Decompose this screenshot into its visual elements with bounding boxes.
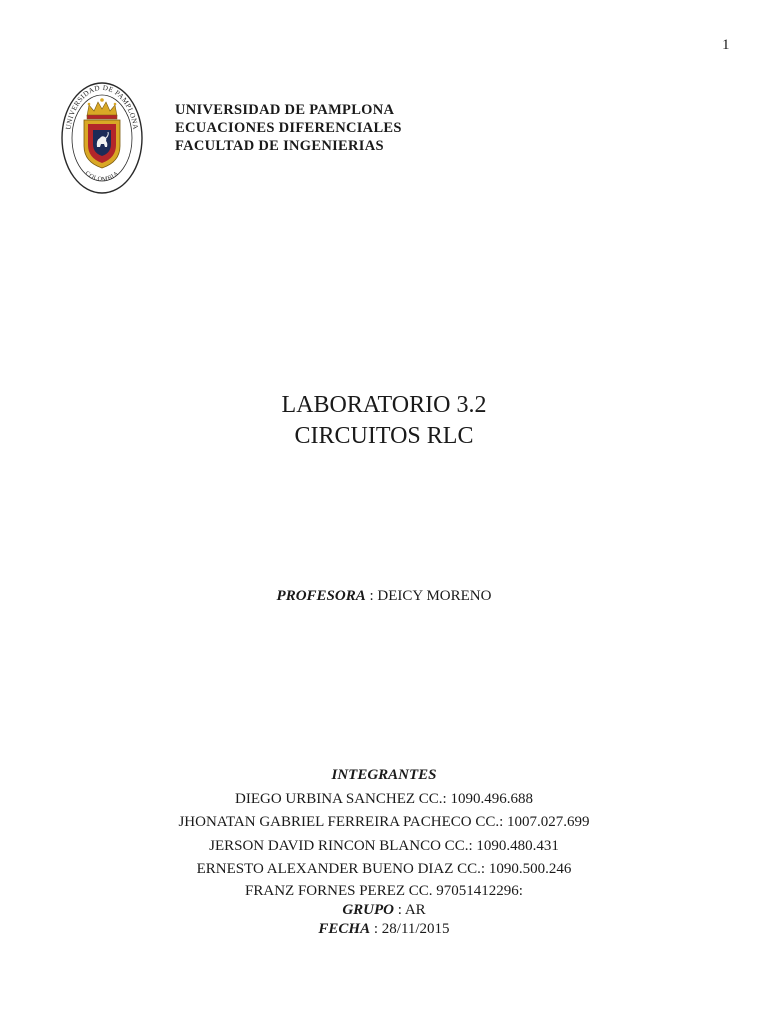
group-value: AR xyxy=(404,901,426,918)
member-item: JERSON DAVID RINCON BLANCO CC.: 1090.480.431 xyxy=(209,837,559,854)
institution-header xyxy=(175,101,402,155)
title-line-2: CIRCUITOS RLC xyxy=(294,423,474,449)
date-value: 28/11/2015 xyxy=(381,920,450,937)
date-separator: : xyxy=(370,920,382,937)
member-item: ERNESTO ALEXANDER BUENO DIAZ CC.: 1090.500.246 xyxy=(196,861,572,877)
member-item: DIEGO URBINA SANCHEZ CC.: 1090.496.688 xyxy=(235,790,533,807)
date-label: FECHA xyxy=(318,920,371,937)
member-item: FRANZ FORNES PEREZ CC. 97051412296: xyxy=(245,882,523,899)
member-item: JHONATAN GABRIEL FERREIRA PACHECO CC.: 1007.027.699 xyxy=(178,814,590,830)
professor-line xyxy=(0,588,768,605)
university-seal-logo xyxy=(60,80,144,196)
professor-name: DEICY MORENO xyxy=(377,588,492,604)
members-section xyxy=(0,764,768,939)
svg-text:COLOMBIA: COLOMBIA xyxy=(83,169,121,184)
svg-text:UNIVERSIDAD DE PAMPLONA: UNIVERSIDAD DE PAMPLONA xyxy=(64,83,140,131)
page-number: 1 xyxy=(722,37,730,53)
group-label: GRUPO xyxy=(342,901,394,918)
group-separator: : xyxy=(393,901,405,918)
professor-separator: : xyxy=(365,588,378,604)
professor-label: PROFESORA xyxy=(276,588,366,604)
group-line xyxy=(0,901,768,920)
document-title xyxy=(0,390,768,452)
title-line-1: LABORATORIO 3.2 xyxy=(281,392,487,418)
course-name: ECUACIONES DIFERENCIALES xyxy=(175,120,402,136)
faculty-name: FACULTAD DE INGENIERIAS xyxy=(175,138,384,154)
members-heading: INTEGRANTES xyxy=(331,767,437,783)
date-line xyxy=(0,920,768,939)
university-name: UNIVERSIDAD DE PAMPLONA xyxy=(175,102,395,118)
